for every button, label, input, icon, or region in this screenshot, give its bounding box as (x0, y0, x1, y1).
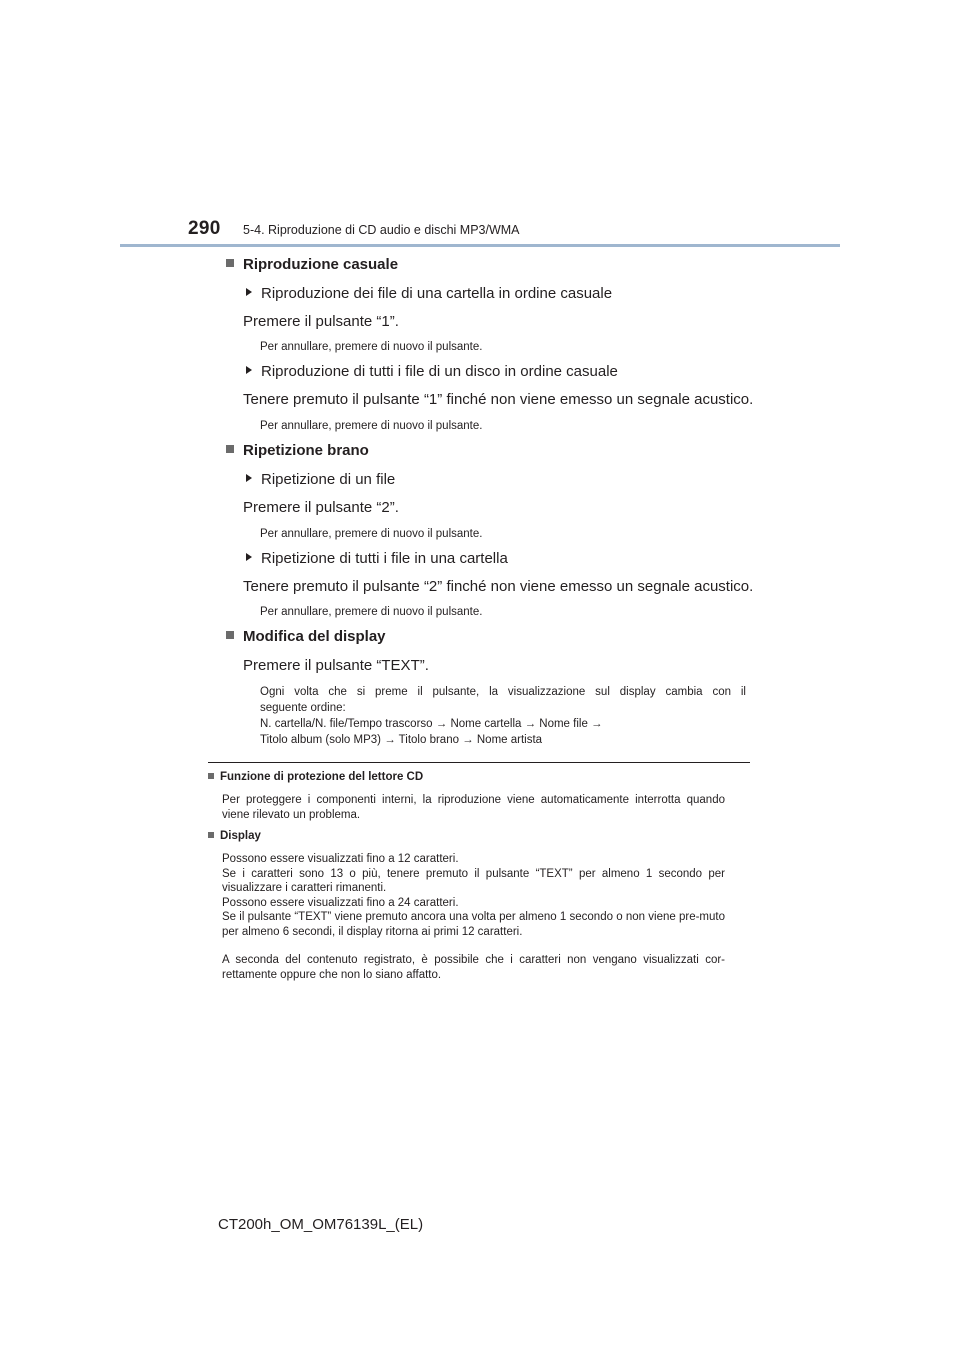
divider (208, 762, 750, 763)
triangle-bullet-icon (246, 474, 252, 482)
note-text-display-recorded: A seconda del contenuto registrato, è possibile che i caratteri non vengano visualizzati cor-rettamente oppure che non lo siano affatto. (222, 954, 725, 981)
subheading-repeat-folder: Ripetizione di tutti i file in una cartella (246, 550, 508, 567)
instruction-random-folder: Premere il pulsante “1”. (243, 313, 399, 330)
note-display-paragraph-3: Possono essere visualizzati fino a 24 caratteri. (222, 896, 459, 909)
square-bullet-icon (226, 631, 234, 639)
subheading-random-disc: Riproduzione di tutti i file di un disco in ordine casuale (246, 363, 618, 380)
note-random-disc: Per annullare, premere di nuovo il pulsante. (260, 420, 483, 432)
note-display-line3: N. cartella/N. file/Tempo trascorso → Nome cartella → Nome file → (260, 718, 603, 730)
subheading-random-folder: Riproduzione dei file di una cartella in ordine casuale (246, 285, 612, 302)
square-bullet-icon (226, 445, 234, 453)
note-display-line1: Ogni volta che si preme il pulsante, la visualizzazione sul display cambia con il (260, 686, 746, 698)
section-title: 5-4. Riproduzione di CD audio e dischi MP3/WMA (243, 223, 520, 237)
triangle-bullet-icon (246, 366, 252, 374)
note-heading-display: Display (208, 830, 261, 842)
square-bullet-icon (226, 259, 234, 267)
subheading-repeat-file: Ripetizione di un file (246, 471, 395, 488)
triangle-bullet-icon (246, 288, 252, 296)
heading-display-change: Modifica del display (226, 628, 386, 645)
note-display-line4: Titolo album (solo MP3) → Titolo brano → Nome artista (260, 734, 543, 746)
note-repeat-file: Per annullare, premere di nuovo il pulsante. (260, 528, 483, 540)
note-heading-protection: Funzione di protezione del lettore CD (208, 771, 423, 783)
instruction-repeat-folder: Tenere premuto il pulsante “2” finché non viene emesso un segnale acustico. (243, 578, 754, 595)
note-display-paragraph-1: Possono essere visualizzati fino a 12 caratteri. (222, 853, 459, 865)
heading-random: Riproduzione casuale (226, 256, 398, 273)
instruction-display-change: Premere il pulsante “TEXT”. (243, 657, 429, 674)
triangle-bullet-icon (246, 553, 252, 561)
header-rule (120, 244, 840, 247)
note-text-display (222, 852, 725, 939)
note-display-paragraph-2: Se i caratteri sono 13 o più, tenere premuto il pulsante “TEXT” per almeno 1 secondo per visualizzare i caratteri rimanenti. (222, 867, 725, 894)
square-bullet-icon (208, 832, 214, 838)
footer-code: CT200h_OM_OM76139L_(EL) (218, 1216, 424, 1233)
page-number: 290 (188, 218, 221, 239)
instruction-repeat-file: Premere il pulsante “2”. (243, 499, 399, 516)
square-bullet-icon (208, 773, 214, 779)
note-display-paragraph-4: Se il pulsante “TEXT” viene premuto ancora una volta per almeno 1 secondo o non viene pre-muto per almeno 6 secondi, il display ritorna ai primi 12 caratteri. (222, 911, 725, 938)
instruction-random-disc: Tenere premuto il pulsante “1” finché non viene emesso un segnale acustico. (243, 391, 754, 408)
note-text-protection: Per proteggere i componenti interni, la riproduzione viene automaticamente interrotta quando viene rilevato un problema. (222, 794, 725, 821)
note-random-folder: Per annullare, premere di nuovo il pulsante. (260, 341, 483, 353)
heading-repeat: Ripetizione brano (226, 442, 369, 459)
note-repeat-folder: Per annullare, premere di nuovo il pulsante. (260, 606, 483, 618)
note-display-line2: seguente ordine: (260, 702, 346, 714)
